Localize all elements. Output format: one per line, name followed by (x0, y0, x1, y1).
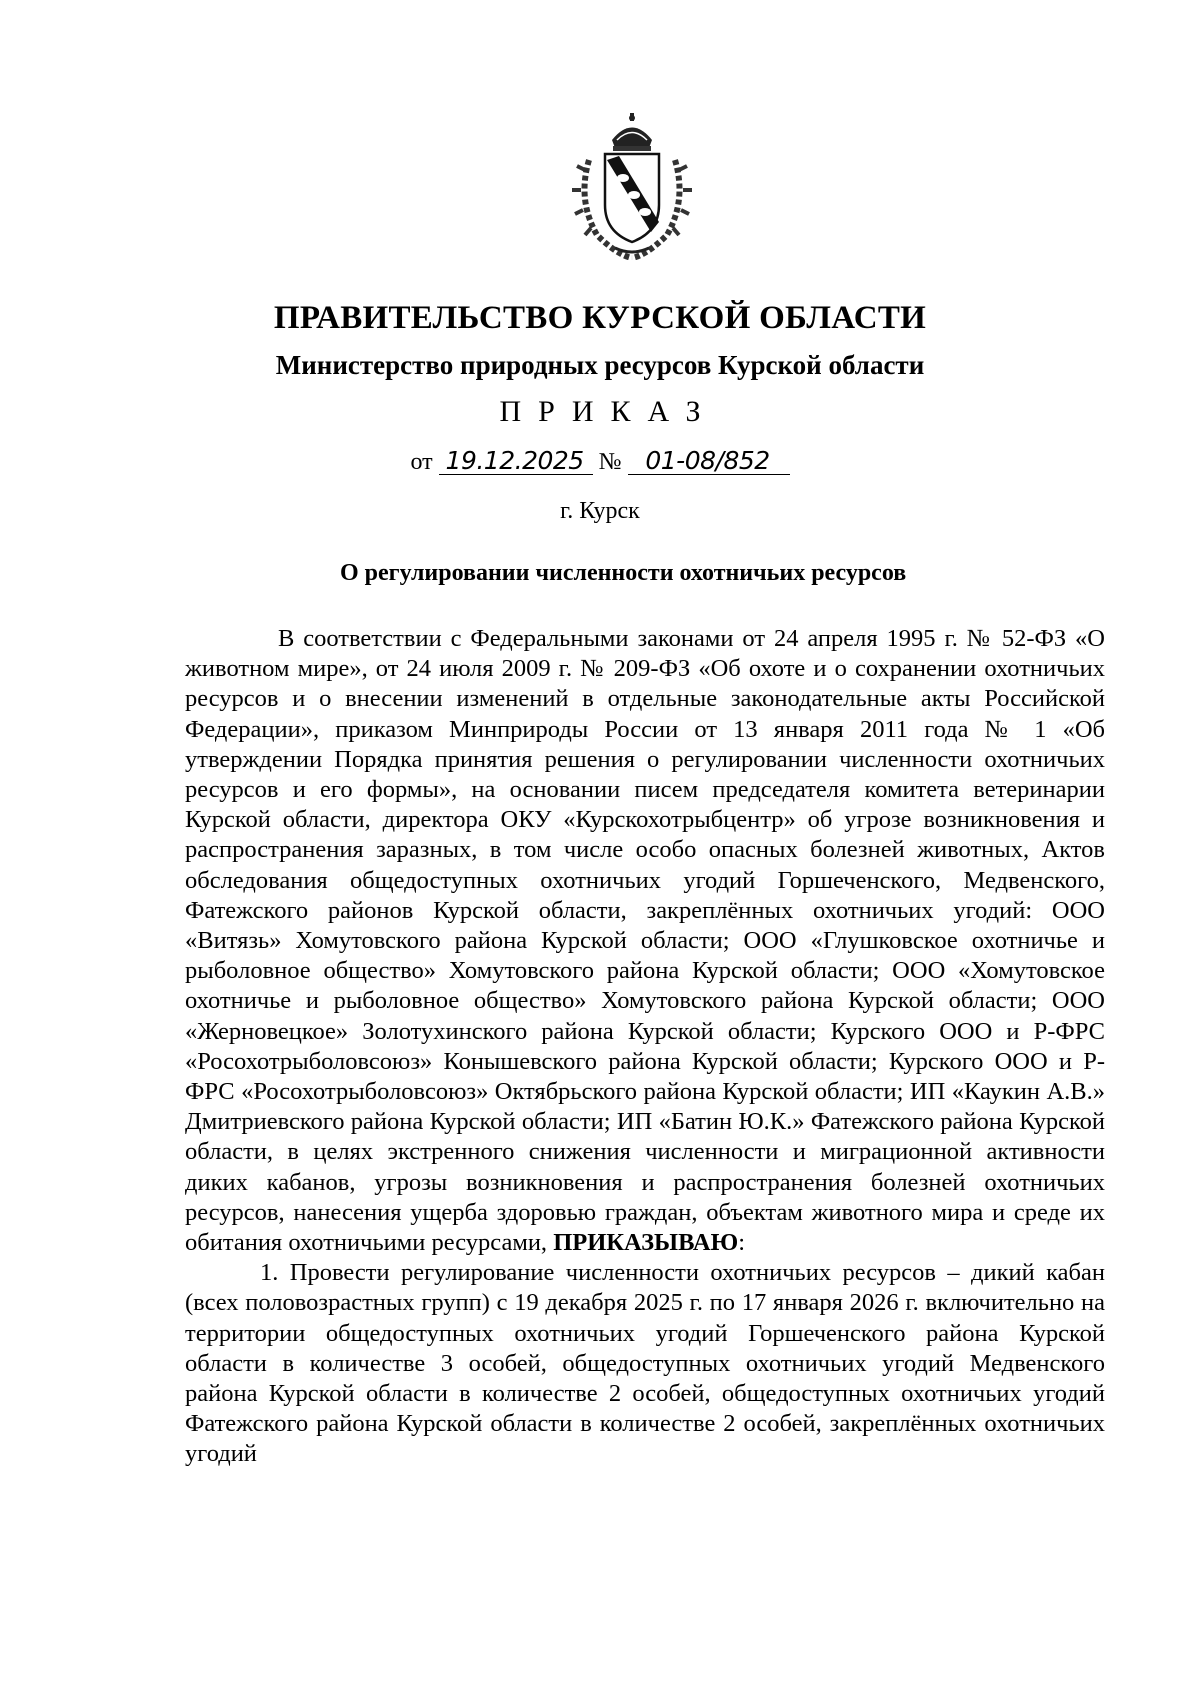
order-body (185, 624, 1105, 1470)
preamble-text: В соответствии с Федеральными законами от 24 апреля 1995 г. № 52-ФЗ «О животном мире», от 24 июля 2009 г. № 209-ФЗ «Об охоте и о сохранении охотничьих ресурсов и о внесении изменений в отдельные законодательные акты Российской Федерации», приказом Минприроды России от 13 января 2011 года № 1 «Об утверждении Порядка принятия решения о регулировании численности охотничьих ресурсов и его формы», на основании писем председателя комитета ветеринарии Курской области, директора ОКУ «Курскохотрыбцентр» об угрозе возникновения и распространения заразных, в том числе особо опасных болезней животных, Актов обследования общедоступных охотничьих угодий Горшеченского, Медвенского, Фатежского районов Курской области, закреплённых охотничьих угодий: ООО «Витязь» Хомутовского района Курской области; ООО «Глушковское охотничье и рыболовное общество» Хомутовского района Курской области; ООО «Хомутовское охотничье и рыболовное общество» Хомутовского района Курской области; ООО «Жерновецкое» Золотухинского района Курской области; Курского ООО и Р-ФРС «Росохотрыболовсоюз» Конышевского района Курской области; Курского ООО и Р-ФРС «Росохотрыболовсоюз» Октябрьского района Курской области; ИП «Каукин А.В.» Дмитриевского района Курской области; ИП «Батин Ю.К.» Фатежского района Курской области, в целях экстренного снижения численности и миграционной активности диких кабанов, угрозы возникновения и распространения болезней охотничьих ресурсов, нанесения ущерба здоровью граждан, объектам животного мира и среде их обитания охотничьими ресурсами, (185, 625, 1105, 1257)
order-number: 01-08/852 (628, 448, 790, 475)
order-item-1: 1. Провести регулирование численности охотничьих ресурсов – дикий кабан (всех половозрастных групп) с 19 декабря 2025 г. по 17 января 2026 г. включительно на территории общедоступных охотничьих угодий Горшеченского района Курской области в количестве 3 особей, общедоступных охотничьих угодий Медвенского района Курской области в количестве 2 особей, общедоступных охотничьих угодий Фатежского района Курской области в количестве 2 особей, закреплённых охотничьих угодий (185, 1259, 1105, 1468)
city: г. Курск (560, 498, 640, 524)
order-colon: : (738, 1229, 745, 1257)
ministry-name: Министерство природных ресурсов Курской области (275, 350, 925, 380)
order-date: 19.12.2025 (439, 448, 593, 475)
order-word: ПРИКАЗЫВАЮ (553, 1229, 739, 1257)
document-type: ПРИКАЗ (499, 395, 718, 428)
number-prefix: № (598, 449, 622, 475)
date-prefix: от (410, 449, 433, 475)
order-subject: О регулировании численности охотничьих ресурсов (340, 560, 907, 586)
kursk-coat-of-arms-emblem (567, 110, 697, 260)
preamble-paragraph (185, 624, 1105, 1258)
government-title: ПРАВИТЕЛЬСТВО КУРСКОЙ ОБЛАСТИ (273, 300, 927, 336)
date-number-line (0, 448, 1200, 476)
